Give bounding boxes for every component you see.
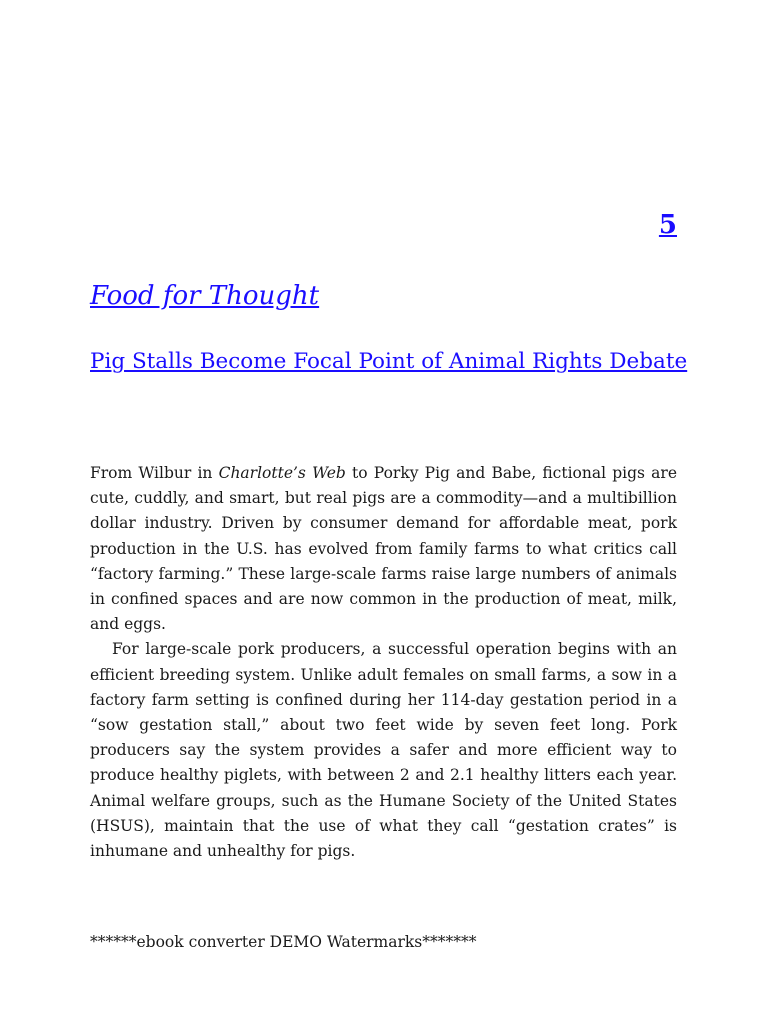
chapter-title-link[interactable]: Food for Thought xyxy=(90,281,320,311)
chapter-number xyxy=(90,205,677,245)
paragraph-1 xyxy=(90,461,677,637)
book-title: Charlotte’s Web xyxy=(218,464,346,482)
paragraph-1-rest: to Porky Pig and Babe, fictional pigs are cute, cuddly, and smart, but real pigs are a commodity—and a multibillion dollar industry. Driven by consumer demand for affordable meat, pork production in the U.S. has evolved from family farms to what critics call “factory farming.” These large-scale farms raise large numbers of animals in confined spaces and are now common in the production of meat, milk, and eggs. xyxy=(90,464,677,634)
chapter-title xyxy=(90,276,319,316)
chapter-number-link[interactable]: 5 xyxy=(658,210,677,240)
chapter-subtitle-link[interactable]: Pig Stalls Become Focal Point of Animal Rights Debate xyxy=(90,349,688,374)
body-text xyxy=(90,461,677,864)
paragraph-2: For large-scale pork producers, a successful operation begins with an efficient breeding system. Unlike adult females on small farms, a sow in a factory farm setting is confined during her 114-day gestation period in a “sow gestation stall,” about two feet wide by seven feet long. Pork producers say the system provides a safer and more efficient way to produce healthy piglets, with between 2 and 2.1 healthy litters each year. Animal welfare groups, such as the Humane Society of the United States (HSUS), maintain that the use of what they call “gestation crates” is inhumane and unhealthy for pigs. xyxy=(90,640,677,861)
watermark-text: ******ebook converter DEMO Watermarks******* xyxy=(90,933,477,951)
chapter-subtitle xyxy=(90,345,687,379)
paragraph-1-start: From Wilbur in xyxy=(90,464,219,482)
